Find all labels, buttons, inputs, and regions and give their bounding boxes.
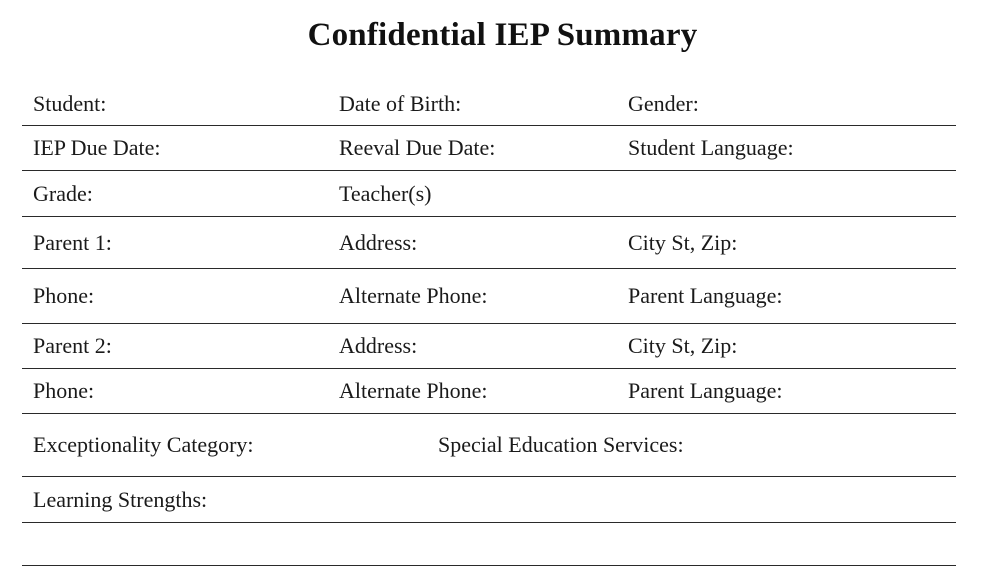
- gender-label: Gender:: [628, 90, 699, 116]
- parent-2-address-label: Address:: [339, 333, 418, 358]
- form-row-parent-2: [22, 324, 956, 369]
- form-row-parent-2-phone: [22, 369, 956, 414]
- iep-due-date-label: IEP Due Date:: [33, 135, 161, 160]
- parent-2-city-label: City St, Zip:: [628, 333, 738, 358]
- special-education-services-label: Special Education Services:: [438, 432, 684, 457]
- date-of-birth-label: Date of Birth:: [339, 90, 462, 116]
- form-row-grade: [22, 171, 956, 217]
- form-row-parent-1: [22, 217, 956, 269]
- exceptionality-category-label: Exceptionality Category:: [33, 432, 254, 457]
- form-row-exceptionality: [22, 414, 956, 477]
- parent-1-alternate-phone-label: Alternate Phone:: [339, 283, 488, 308]
- parent-1-language-label: Parent Language:: [628, 283, 783, 308]
- document-title: Confidential IEP Summary: [307, 17, 698, 53]
- parent-2-label: Parent 2:: [33, 333, 112, 358]
- reeval-due-date-label: Reeval Due Date:: [339, 135, 496, 160]
- student-language-label: Student Language:: [628, 135, 794, 160]
- learning-strengths-label: Learning Strengths:: [33, 486, 208, 512]
- student-label: Student:: [33, 90, 107, 116]
- grade-label: Grade:: [33, 180, 93, 206]
- parent-1-label: Parent 1:: [33, 229, 112, 255]
- parent-1-address-label: Address:: [339, 229, 418, 255]
- parent-1-city-label: City St, Zip:: [628, 229, 738, 255]
- form-row-blank: [22, 523, 956, 566]
- form-row-student: [22, 82, 956, 126]
- iep-form: [22, 82, 956, 566]
- parent-2-phone-label: Phone:: [33, 378, 95, 403]
- parent-1-phone-label: Phone:: [33, 283, 95, 308]
- form-row-parent-1-phone: [22, 269, 956, 324]
- parent-2-alternate-phone-label: Alternate Phone:: [339, 378, 488, 403]
- form-row-learning-strengths: [22, 477, 956, 523]
- parent-2-language-label: Parent Language:: [628, 378, 783, 403]
- teachers-label: Teacher(s): [339, 180, 432, 206]
- form-row-due-dates: [22, 126, 956, 171]
